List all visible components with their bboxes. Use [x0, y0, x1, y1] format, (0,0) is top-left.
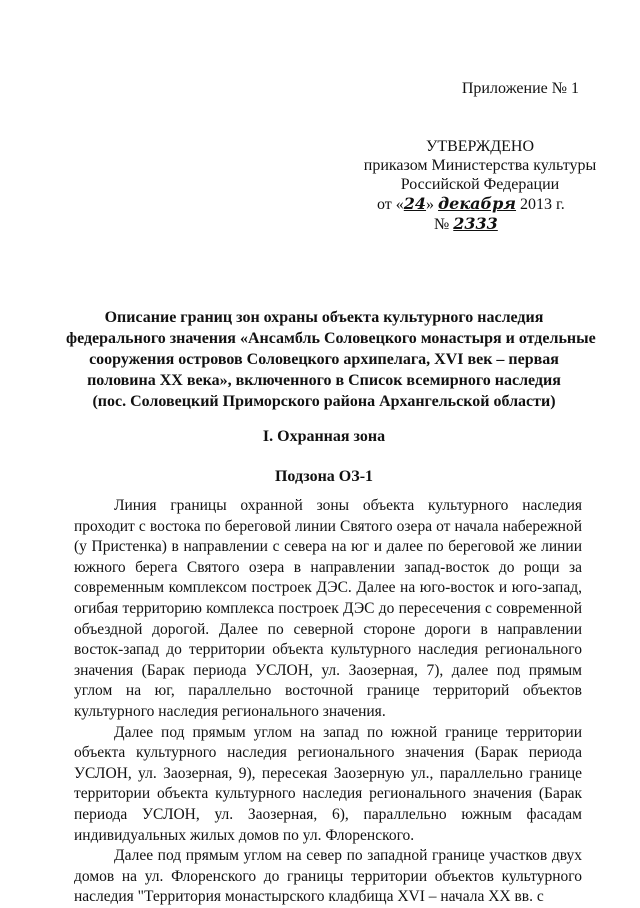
handwritten-month: декабря — [438, 194, 517, 213]
number-prefix: № — [434, 216, 454, 233]
paragraph: Далее под прямым углом на север по западной границе участков двух домов на ул. Флоренского до границы территории объектов культурного наследия "Территория монастырского кладбища XVI – начала XX вв. с — [74, 847, 582, 906]
handwritten-day: 24 — [403, 194, 427, 213]
approval-line-2: Российской Федерации — [400, 176, 560, 193]
paragraph: Линия границы охранной зоны объекта культурного наследия проходит с востока по береговой линии Святого озера от начала набережной (у Пристенка) в направлении с севера на юг и далее по береговой же линии южного берега Святого озера в направлении запад-восток до рощи за современным комплексом построек ДЭС. Далее на юго-восток и юго-запад, огибая территорию комплекса построек ДЭС до пересечения с современной объездной дорогой. Далее по северной стороне дороги в направлении восток-запад до территории объекта культурного наследия регионального значения (Барак периода УСЛОН, ул. Заозерная, 7), далее под прямым углом на юг, параллельно восточной границе территорий объектов культурного наследия регионального значения. — [74, 497, 582, 720]
approval-stamp — [345, 137, 615, 234]
title-line: Описание границ зон охраны объекта культурного наследия — [104, 309, 544, 326]
approval-number — [345, 214, 615, 234]
document-title — [66, 307, 596, 412]
paragraph: Далее под прямым углом на запад по южной границе территории объекта культурного наследия регионального значения (Барак периода УСЛОН, ул. Заозерная, 9), пересекая Заозерную ул., параллельно границе территории объекта культурного наследия регионального значения (Барак периода УСЛОН, ул. Заозерная, 6), параллельно южным фасадам индивидуальных жилых домов по ул. Флоренского. — [74, 723, 582, 844]
title-line: сооружения островов Соловецкого архипелага, XVI век – первая — [89, 351, 559, 368]
title-line: федерального значения «Ансамбль Соловецкого монастыря и отдельные — [66, 330, 596, 347]
subzone-heading: Подзона ОЗ-1 — [274, 468, 374, 485]
approval-date — [345, 194, 615, 214]
section-heading: I. Охранная зона — [262, 428, 386, 445]
date-prefix: от « — [377, 196, 404, 213]
approved-label: УТВЕРЖДЕНО — [425, 138, 534, 155]
title-line: половина XX века», включенного в Список всемирного наследия — [87, 372, 561, 389]
title-line: (пос. Соловецкий Приморского района Архангельской области) — [92, 393, 556, 410]
handwritten-number: 2333 — [453, 214, 498, 233]
date-mid: » — [426, 196, 439, 213]
body-text — [74, 496, 582, 908]
approval-line-1: приказом Министерства культуры — [363, 157, 597, 174]
date-year: 2013 г. — [516, 196, 565, 213]
appendix-number: Приложение № 1 — [461, 80, 579, 97]
